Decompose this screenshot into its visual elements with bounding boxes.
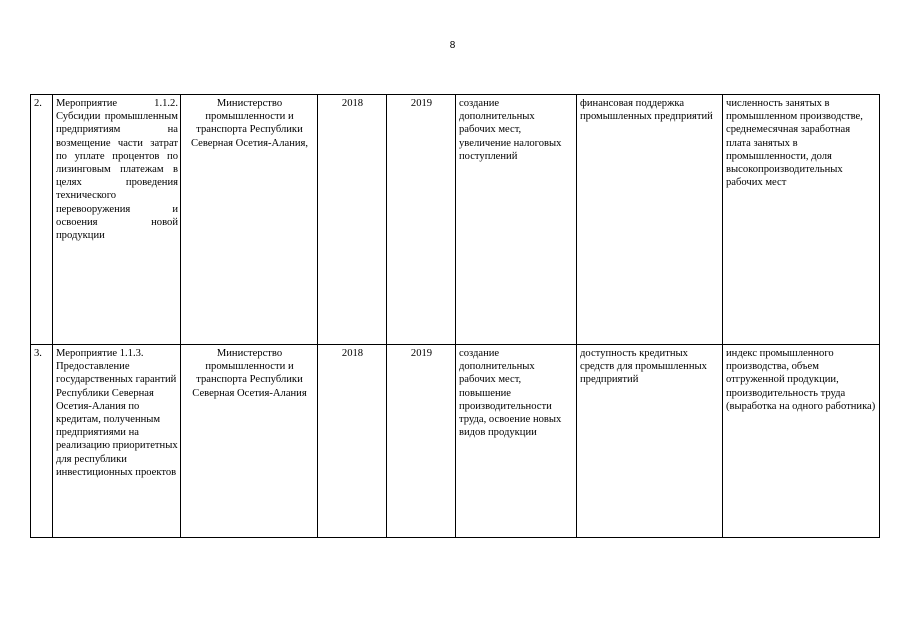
executor-cell: Министерство промышленности и транспорта Республики Северная Осетия-Алания,	[181, 95, 318, 345]
problem-area-cell: финансовая поддержка промышленных предприятий	[577, 95, 723, 345]
expected-result-cell: создание дополнительных рабочих мест, увеличение налоговых поступлений	[456, 95, 577, 345]
end-year-cell: 2019	[387, 95, 456, 345]
activity-name-cell: Мероприятие 1.1.2. Субсидии промышленным предприятиям на возмещение части затрат по уплате процентов по лизинговым платежам в целях проведения технического перевооружения и освоения новой продукции	[53, 95, 181, 345]
start-year-cell: 2018	[318, 95, 387, 345]
indicators-cell: численность занятых в промышленном производстве, среднемесячная заработная плата занятых в промышленности, доля высокопроизводительных рабочих мест	[723, 95, 880, 345]
table-row	[31, 95, 880, 345]
end-year-cell: 2019	[387, 345, 456, 538]
executor-cell: Министерство промышленности и транспорта Республики Северная Осетия-Алания	[181, 345, 318, 538]
problem-area-cell: доступность кредитных средств для промышленных предприятий	[577, 345, 723, 538]
page-number: 8	[449, 40, 456, 51]
row-number-cell: 2.	[31, 95, 53, 345]
start-year-cell: 2018	[318, 345, 387, 538]
activity-name-cell: Мероприятие 1.1.3. Предоставление государственных гарантий Республики Северная Осетия-Алания по кредитам, полученным предприятиями на реализацию приоритетных для республики инвестиционных проектов	[53, 345, 181, 538]
program-activities-table	[30, 94, 880, 538]
indicators-cell: индекс промышленного производства, объем отгруженной продукции, производительность труда (выработка на одного работника)	[723, 345, 880, 538]
expected-result-cell: создание дополнительных рабочих мест, повышение производительности труда, освоение новых видов продукции	[456, 345, 577, 538]
table-row	[31, 345, 880, 538]
row-number-cell: 3.	[31, 345, 53, 538]
